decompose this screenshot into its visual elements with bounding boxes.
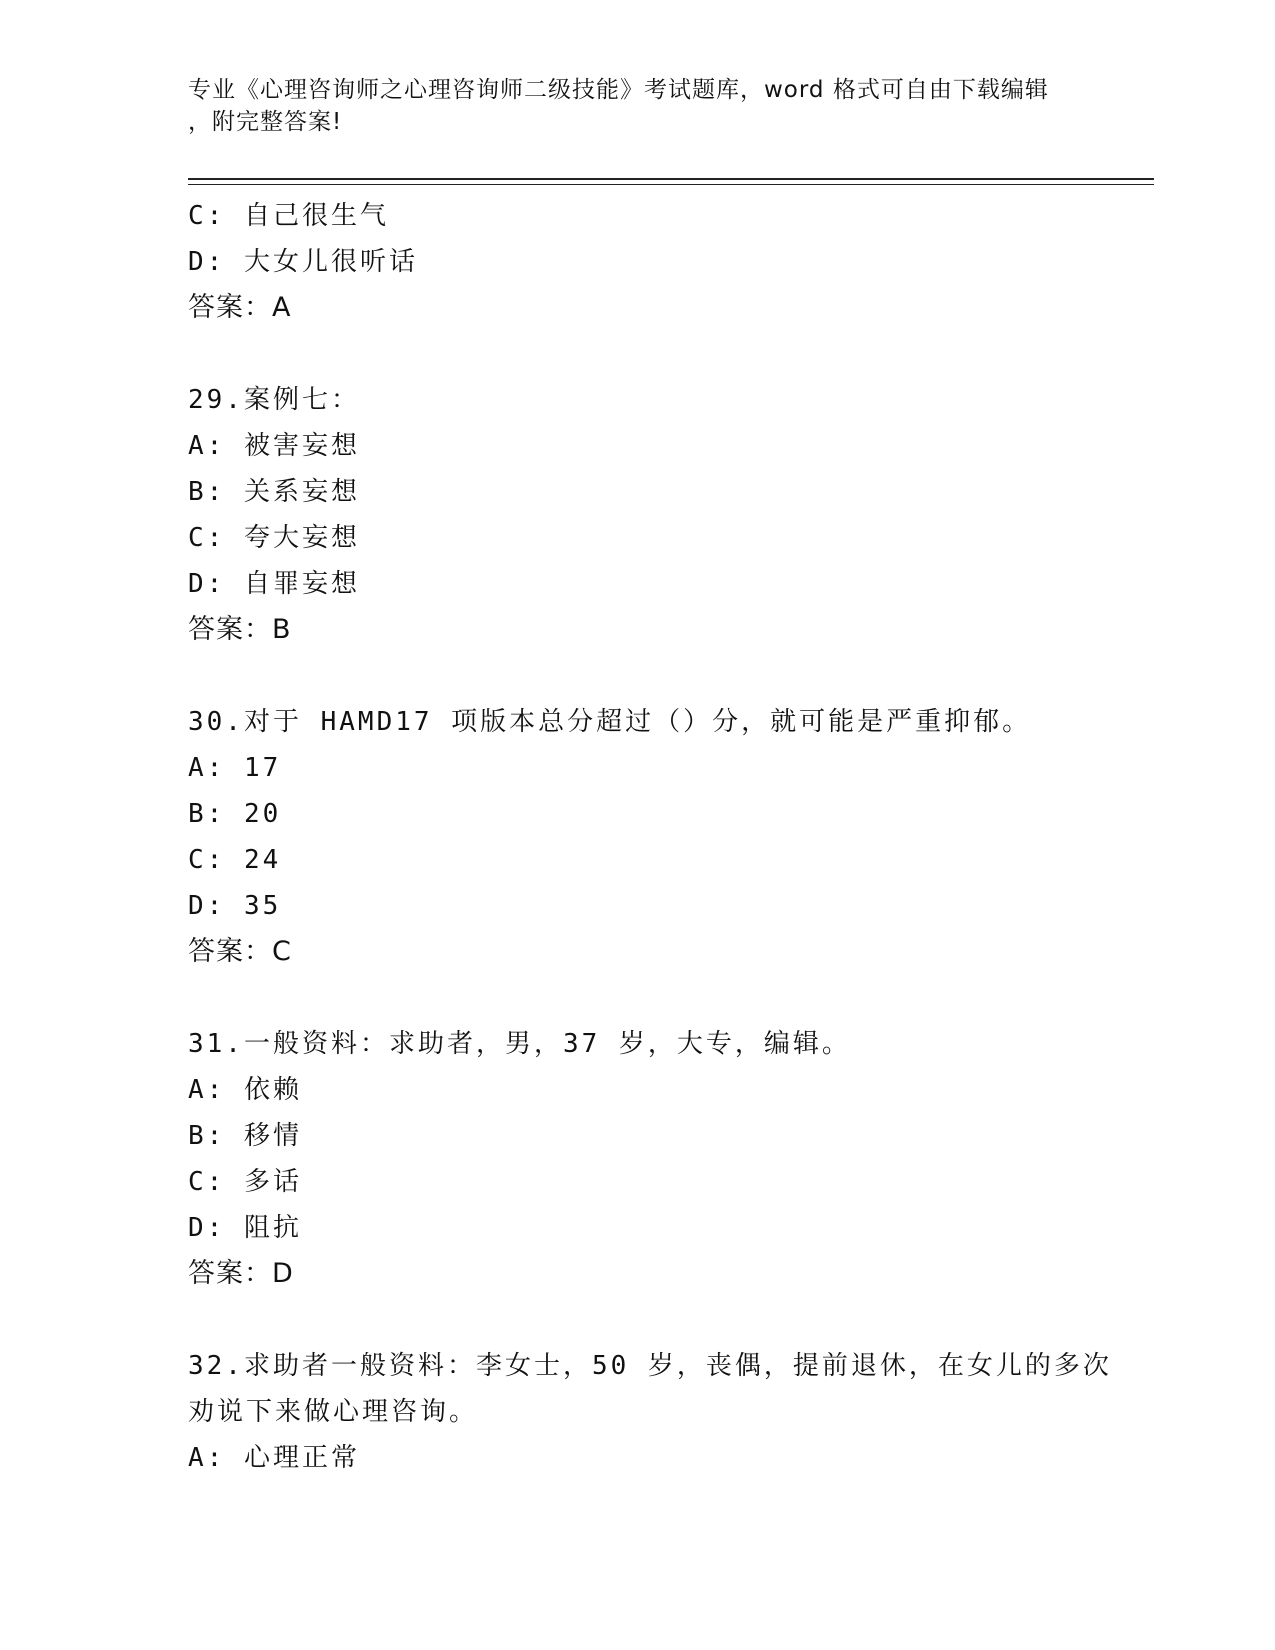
question-29 xyxy=(188,377,1088,653)
option-a: A: 17 xyxy=(188,753,282,783)
header-rule-thick xyxy=(188,178,1154,180)
answer: 答案：B xyxy=(188,614,292,645)
spacer xyxy=(188,653,1088,699)
option-b: B: 移情 xyxy=(188,1121,302,1151)
spacer xyxy=(188,331,1088,377)
question-text: 31.一般资料：求助者，男，37 岁，大专，编辑。 xyxy=(188,1029,851,1059)
answer: 答案：C xyxy=(188,936,292,967)
option-d: D: 自罪妄想 xyxy=(188,569,360,599)
document-header xyxy=(188,74,1088,138)
option-b: B: 关系妄想 xyxy=(188,477,360,507)
question-text: 29.案例七： xyxy=(188,385,360,415)
option-c: C: 自己很生气 xyxy=(188,201,389,231)
answer: 答案：A xyxy=(188,292,292,323)
option-c: C: 24 xyxy=(188,845,282,875)
spacer xyxy=(188,1297,1088,1343)
question-30 xyxy=(188,699,1088,975)
option-d: D: 大女儿很听话 xyxy=(188,247,418,277)
question-list xyxy=(188,193,1112,1481)
question-28-tail xyxy=(188,193,1088,331)
option-a: A: 被害妄想 xyxy=(188,431,360,461)
option-b: B: 20 xyxy=(188,799,282,829)
question-32 xyxy=(188,1343,1112,1481)
question-text-line-2: 劝说下来做心理咨询。 xyxy=(188,1397,479,1427)
question-31 xyxy=(188,1021,1088,1297)
header-line-1: 专业《心理咨询师之心理咨询师二级技能》考试题库，word 格式可自由下载编辑 xyxy=(188,77,1049,103)
option-d: D: 阻抗 xyxy=(188,1213,302,1243)
option-d: D: 35 xyxy=(188,891,282,921)
option-c: C: 多话 xyxy=(188,1167,302,1197)
option-a: A: 心理正常 xyxy=(188,1443,360,1473)
question-text: 30.对于 HAMD17 项版本总分超过（）分，就可能是严重抑郁。 xyxy=(188,707,1032,737)
question-text-line-1: 32.求助者一般资料：李女士，50 岁，丧偶，提前退休，在女儿的多次 xyxy=(188,1351,1112,1381)
spacer xyxy=(188,975,1088,1021)
header-line-2: ，附完整答案! xyxy=(188,109,343,135)
answer: 答案：D xyxy=(188,1258,294,1289)
option-a: A: 依赖 xyxy=(188,1075,302,1105)
option-c: C: 夸大妄想 xyxy=(188,523,360,553)
header-rule-thin xyxy=(188,184,1154,185)
